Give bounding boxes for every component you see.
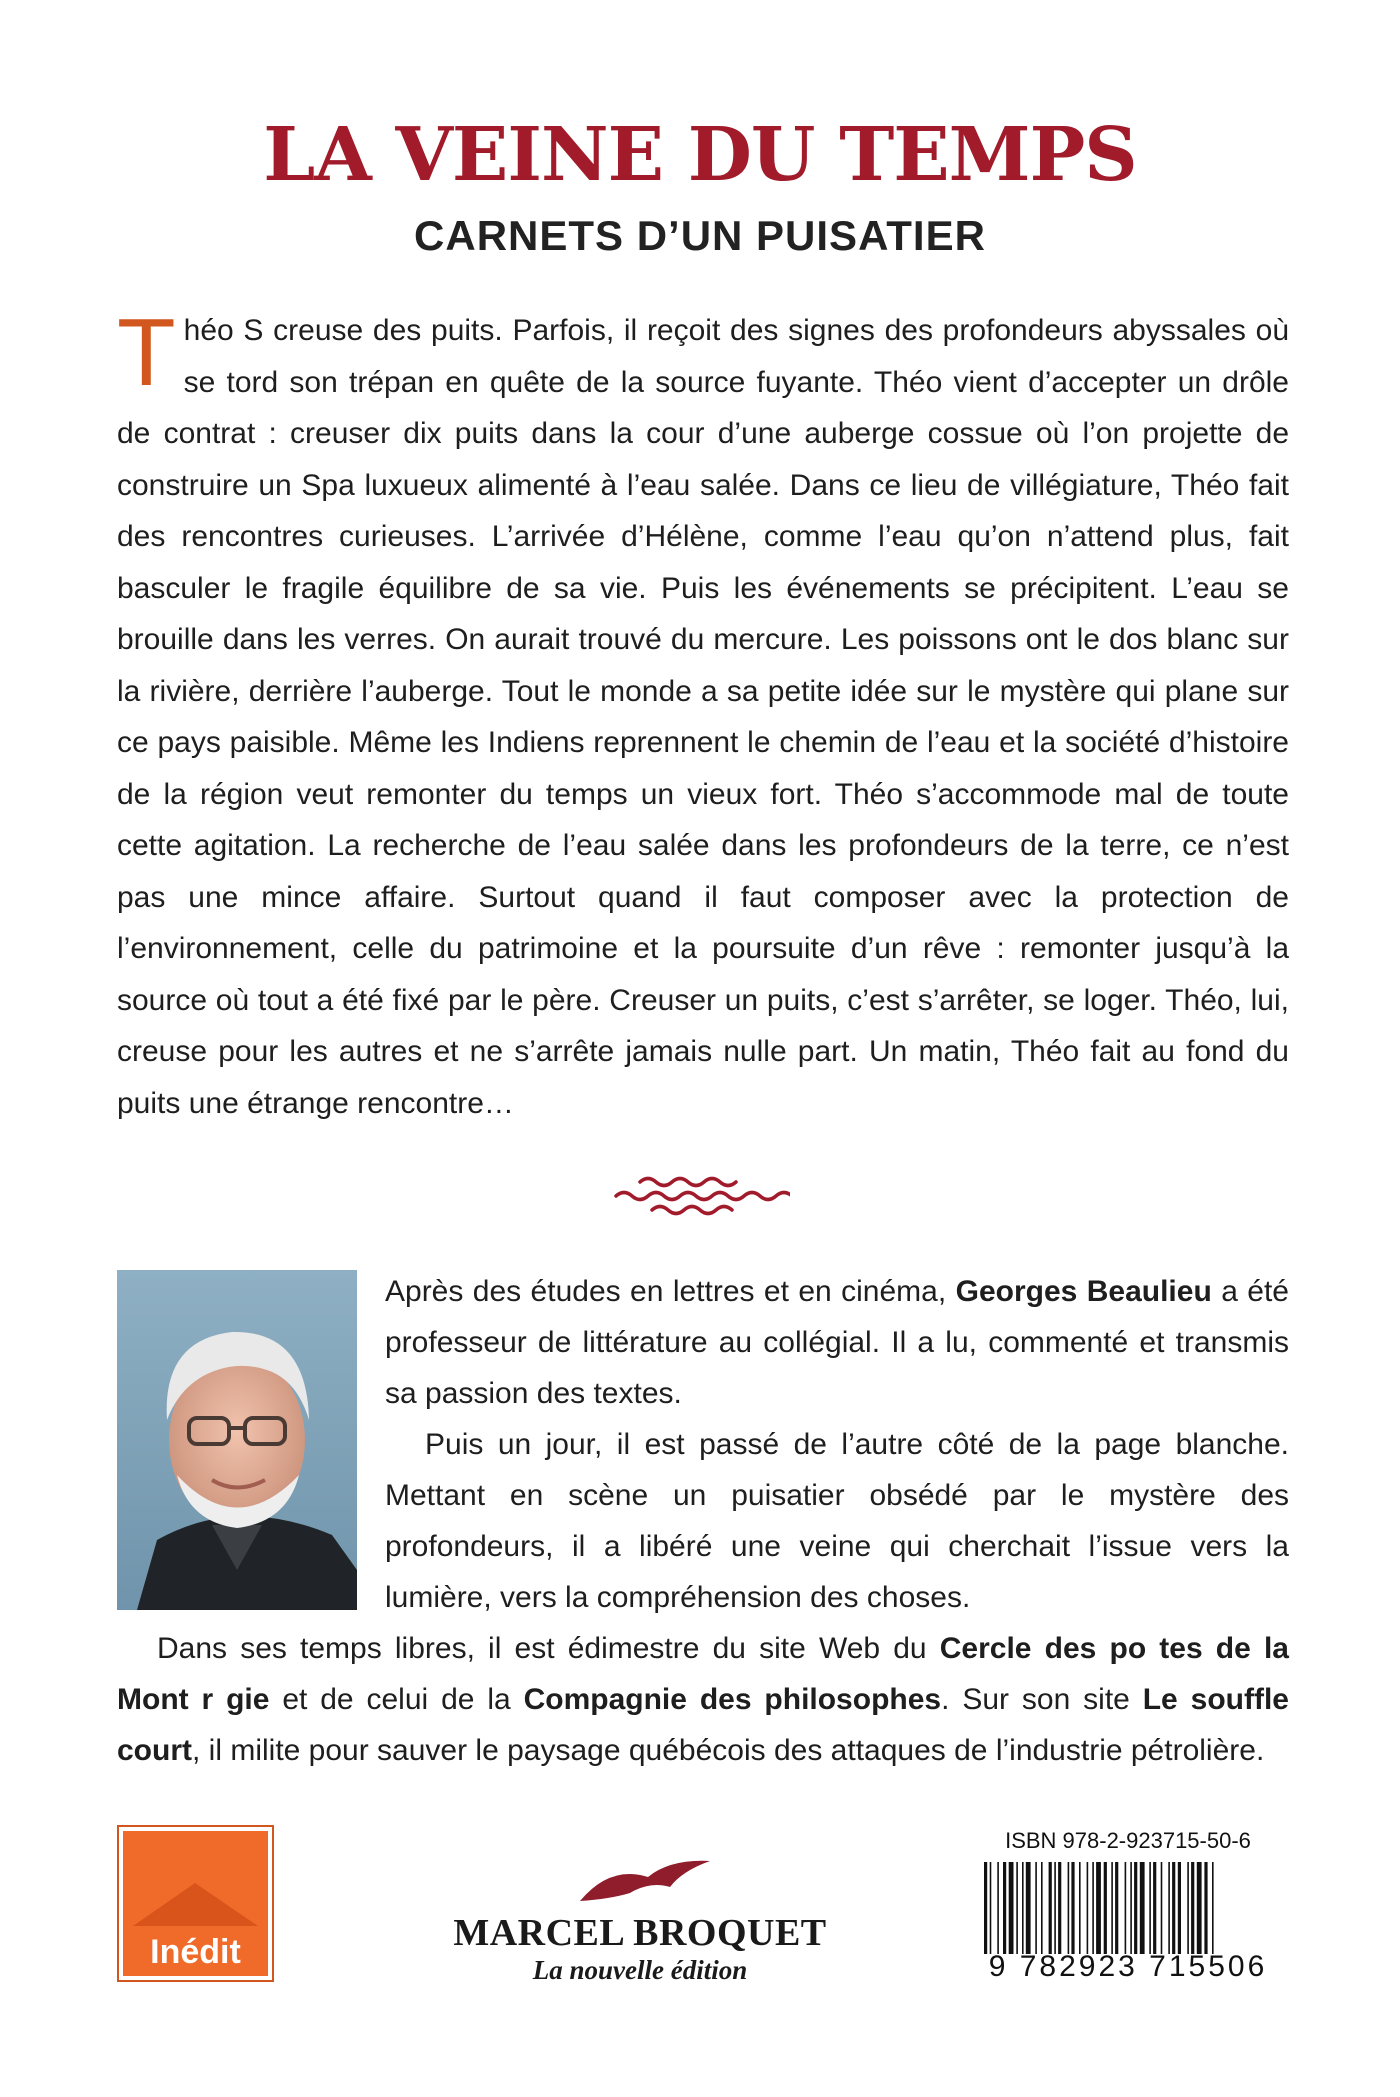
barcode-bar bbox=[1041, 1862, 1043, 1954]
publisher-logo bbox=[440, 1855, 840, 1986]
drop-cap: T bbox=[117, 299, 176, 406]
barcode-bar bbox=[1140, 1862, 1145, 1954]
barcode-bar bbox=[1204, 1862, 1207, 1954]
barcode-bar bbox=[1115, 1862, 1118, 1954]
site-compagnie-des-philosophes: Compagnie des philosophes bbox=[523, 1683, 942, 1716]
bio-text: . Sur son site bbox=[941, 1683, 1143, 1716]
bio-text: Dans ses temps libres, il est édimestre du site Web du bbox=[157, 1632, 940, 1665]
barcode-bar bbox=[1161, 1862, 1163, 1954]
barcode-bar bbox=[1068, 1862, 1070, 1954]
bird-icon bbox=[570, 1855, 720, 1911]
barcode-bar bbox=[997, 1862, 999, 1954]
inedit-badge bbox=[123, 1831, 268, 1976]
bio-text: a été professeur de littérature au collégial. Il a lu, commenté et transmis sa passion des textes. bbox=[385, 1275, 1289, 1410]
barcode-icon bbox=[978, 1862, 1278, 1954]
author-name: Georges Beaulieu bbox=[955, 1275, 1212, 1308]
barcode-bar bbox=[1111, 1862, 1113, 1954]
publisher-name: MARCEL BROQUET bbox=[453, 1912, 827, 1954]
barcode-bar bbox=[1071, 1862, 1074, 1954]
barcode-bar bbox=[1016, 1862, 1018, 1954]
barcode-bar bbox=[1009, 1862, 1014, 1954]
author-bio bbox=[117, 1266, 1289, 1776]
barcode-bar bbox=[990, 1862, 992, 1954]
wave-ornament-icon bbox=[610, 1168, 790, 1220]
bio-text: , il milite pour sauver le paysage québécois des attaques de l’industrie pétrolière. bbox=[192, 1734, 1265, 1767]
barcode-bar bbox=[1130, 1862, 1132, 1954]
barcode-bar bbox=[984, 1862, 987, 1954]
barcode-bar bbox=[1079, 1862, 1081, 1954]
book-subtitle: CARNETS D’UN PUISATIER bbox=[414, 212, 986, 259]
barcode-bar bbox=[1134, 1862, 1137, 1954]
barcode-bar bbox=[1022, 1862, 1024, 1954]
barcode-digits: 9 782923 715506 bbox=[988, 1950, 1268, 1983]
barcode-bar bbox=[1026, 1862, 1031, 1954]
barcode-bar bbox=[1054, 1862, 1056, 1954]
barcode-bar bbox=[1092, 1862, 1094, 1954]
barcode-bar bbox=[1153, 1862, 1156, 1954]
isbn-label: ISBN 978-2-923715-50-6 bbox=[1005, 1828, 1251, 1853]
bio-paragraph-3 bbox=[117, 1623, 1289, 1776]
bio-paragraph-2: Puis un jour, il est passé de l’autre côté de la page blanche. Mettant en scène un puisatier obsédé par le mystère des profondeurs, il a libéré une veine qui cherchait l’issue vers la lumière, vers la compréhension des choses. bbox=[385, 1428, 1289, 1614]
synopsis-text: héo S creuse des puits. Parfois, il reçoit des signes des profondeurs abyssales où se tord son trépan en quête de la source fuyante. Théo vient d’accepter un drôle de contrat : creuser dix puits dans la cour d’une auberge cossue où l’on projette de construire un Spa luxueux alimenté à l’eau salée. Dans ce lieu de villégiature, Théo fait des rencontres curieuses. L’arrivée d’Hélène, comme l’eau qu’on n’attend plus, fait basculer le fragile équilibre de sa vie. Puis les événements se précipitent. L’eau se brouille dans les verres. On aurait trouvé du mercure. Les poissons ont le dos blanc sur la rivière, derrière l’auberge. Tout le monde a sa petite idée sur le mystère qui plane sur ce pays paisible. Même les Indiens reprennent le chemin de l’eau et la société d’histoire de la région veut remonter du temps un vieux fort. Théo s’accommode mal de toute cette agitation. La recherche de l’eau salée dans les profondeurs de la terre, ce n’est pas une mince affaire. Surtout quand il faut composer avec la protection de l’environnement, celle du patrimoine et la poursuite d’un rêve : remonter jusqu’à la source où tout a été fixé par le père. Creuser un puits, c’est s’arrêter, se loger. Théo, lui, creuse pour les autres et ne s’arrête jamais nulle part. Un matin, Théo fait au fond du puits une étrange rencontre… bbox=[117, 314, 1289, 1120]
bio-text: et de celui de la bbox=[269, 1683, 524, 1716]
barcode-bar bbox=[1087, 1862, 1089, 1954]
bio-text: Après des études en lettres et en cinéma, bbox=[385, 1275, 956, 1308]
synopsis-paragraph bbox=[117, 299, 1289, 1129]
barcode-bar bbox=[1168, 1862, 1170, 1954]
inedit-label: Inédit bbox=[150, 1933, 241, 1971]
barcode-bar bbox=[1191, 1862, 1194, 1954]
barcode-bar bbox=[1178, 1862, 1181, 1954]
synopsis bbox=[117, 299, 1289, 1129]
barcode-bar bbox=[1125, 1862, 1127, 1954]
bio-paragraph-1 bbox=[385, 1266, 1289, 1419]
inedit-collection-logo bbox=[117, 1825, 274, 1982]
barcode-bar bbox=[1035, 1862, 1037, 1954]
barcode-bar bbox=[1058, 1862, 1061, 1954]
publisher-tagline: La nouvelle édition bbox=[532, 1955, 748, 1985]
barcode-bar bbox=[1096, 1862, 1101, 1954]
barcode-bar bbox=[1172, 1862, 1175, 1954]
site-le-souffle-court: Le souffle court bbox=[117, 1683, 1289, 1767]
barcode-bar bbox=[1197, 1862, 1202, 1954]
barcode-bar bbox=[1187, 1862, 1189, 1954]
barcode-bar bbox=[1104, 1862, 1107, 1954]
barcode-bar bbox=[1049, 1862, 1052, 1954]
book-title: LA VEINE DU TEMPS bbox=[263, 112, 1137, 198]
barcode-bar bbox=[1003, 1862, 1006, 1954]
barcode-bar bbox=[1149, 1862, 1151, 1954]
barcode-bar bbox=[1212, 1862, 1214, 1954]
site-cercle-des-poetes: Cercle des po tes de la Mont r gie bbox=[117, 1632, 1289, 1716]
